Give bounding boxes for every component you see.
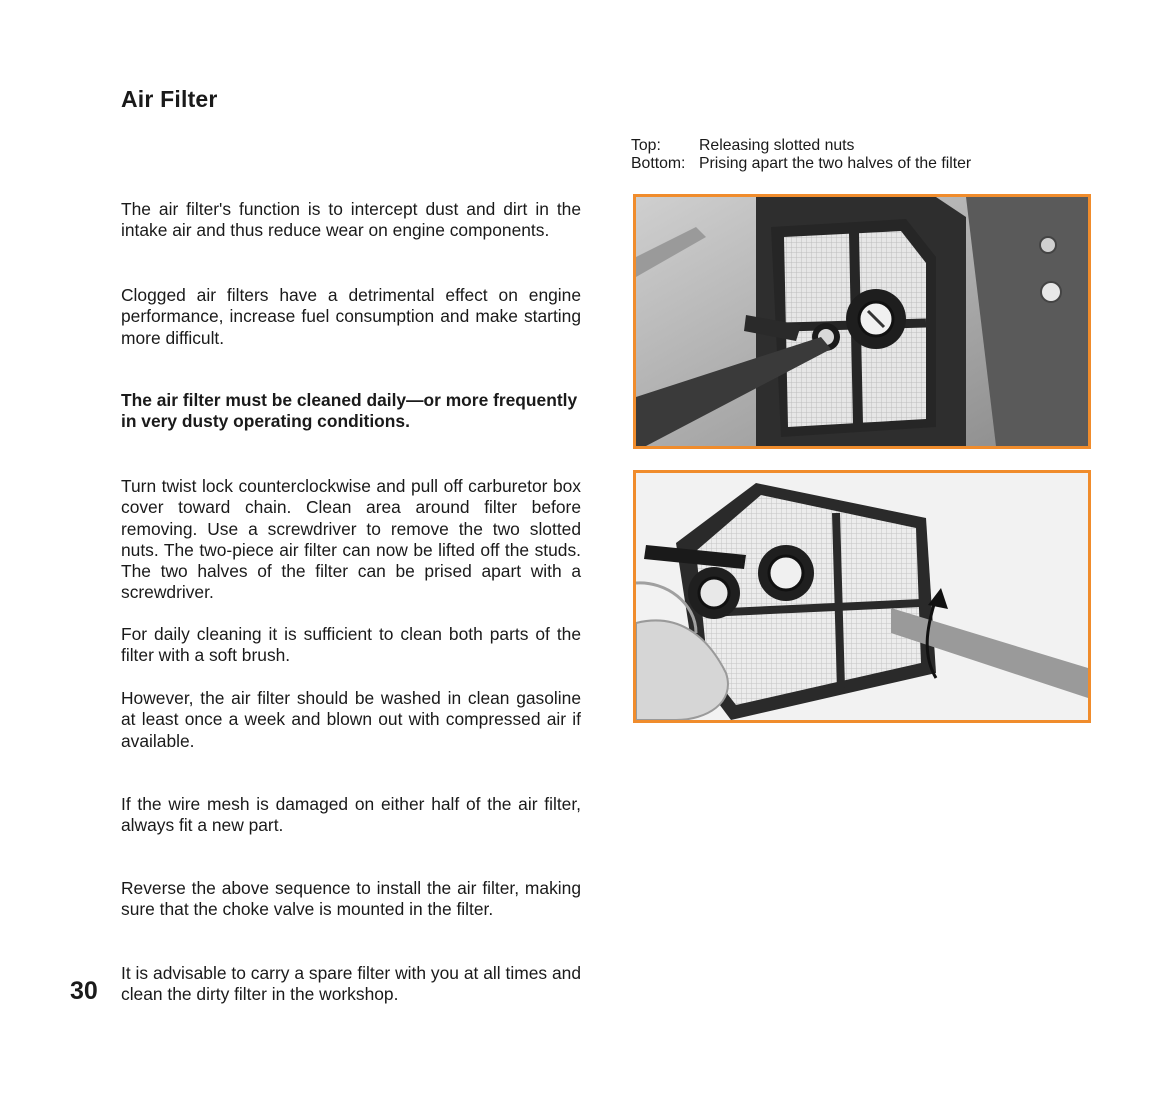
caption-top-text: Releasing slotted nuts (699, 137, 855, 154)
caption-bottom-label: Bottom: (631, 154, 686, 172)
caption-top (631, 137, 971, 155)
paragraph-warning: The air filter must be cleaned daily—or more frequently in very dusty operating conditions. (121, 390, 578, 432)
paragraph-damaged-mesh: If the wire mesh is damaged on either half of the air filter, always fit a new part. (121, 794, 581, 836)
paragraph-spare-filter: It is advisable to carry a spare filter with you at all times and clean the dirty filter in the workshop. (121, 963, 581, 1005)
caption-bottom (631, 155, 971, 173)
photo-bottom-illustration (636, 473, 1088, 720)
caption-bottom-text: Prising apart the two halves of the filter (699, 154, 972, 172)
paragraph-daily-cleaning: For daily cleaning it is sufficient to clean both parts of the filter with a soft brush. (121, 624, 581, 666)
paragraph-weekly-wash: However, the air filter should be washed in clean gasoline at least once a week and blown out with compressed air if available. (121, 688, 581, 751)
caption-top-label: Top: (631, 137, 661, 154)
paragraph-clogged: Clogged air filters have a detrimental effect on engine performance, increase fuel consumption and make starting more difficult. (121, 285, 581, 348)
photo-prising-filter-halves (633, 470, 1091, 723)
page-title: Air Filter (121, 86, 218, 112)
photo-releasing-slotted-nuts (633, 194, 1091, 449)
paragraph-removal-steps: Turn twist lock counterclockwise and pull off carburetor box cover toward chain. Clean area around filter before removing. Use a screwdriver to remove the two slotted nuts. The two-piece air filter can now be lifted off the studs. The two halves of the filter can be prised apart with a screwdriver. (121, 476, 581, 603)
page-number: 30 (70, 977, 98, 1005)
paragraph-reinstall: Reverse the above sequence to install the air filter, making sure that the choke valve is mounted in the filter. (121, 878, 581, 920)
paragraph-intro: The air filter's function is to intercept dust and dirt in the intake air and thus reduce wear on engine components. (121, 199, 581, 241)
photo-top-illustration (636, 197, 1088, 446)
photo-captions (631, 137, 971, 172)
